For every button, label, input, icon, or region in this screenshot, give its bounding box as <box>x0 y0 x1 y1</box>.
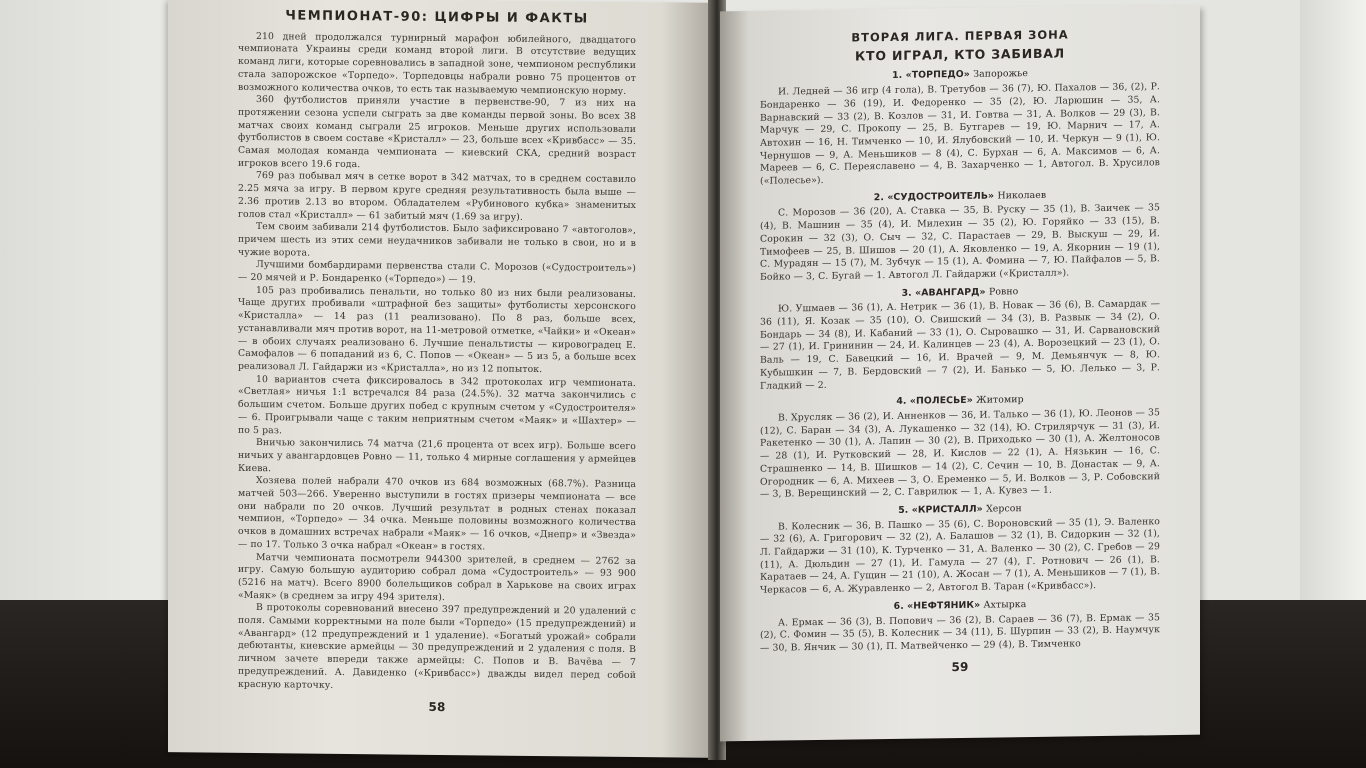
paragraph: 10 вариантов счета фиксировалось в 342 протоколах игр чемпионата. «Светлая» ничья 1:1 встречался 84 раза (24.5%). 32 матча закончились с большим счетом. Больше других побед с крупным счетом у «Судостроителя» — 6. Проигрывали чаще с таким неприятным счетом «Маяк» и «Шахтер» — по 5 раз. <box>238 373 636 436</box>
team-city: Ахтырка <box>983 598 1027 611</box>
team-name: 6. «НЕФТЯНИК» <box>893 599 981 612</box>
page-heading: ЧЕМПИОНАТ-90: ЦИФРЫ И ФАКТЫ <box>285 8 589 27</box>
team-name: 5. «КРИСТАЛЛ» <box>898 503 983 516</box>
team-roster: Ю. Ушмаев — 36 (1), А. Нетрик — 36 (1), В. Новак — 36 (6), В. Самардак — 36 (11), Я. Козак — 35 (10), О. Свишский — 34 (3), В. Развык — 34 (2), О. Бондарь — 34 (8), И. Кабаний — 33 (1), О. Сыровашко — 31, И. Сарвановский — 27 (1), И. Грининин — 24, И. Калинцев — 23 (4), А. Ворозецкий — 23 (1), О. Валь — 19, С. Бавецкий — 16, И. Врачей — 9, М. Демьянчук — 8, Ю. Кубышкин — 7, В. Бердовский — 7 (2), И. Банько — 5, Ю. Лелько — 3, Р. Гладкий — 2. <box>760 298 1160 392</box>
team-city: Запорожье <box>973 68 1028 81</box>
team-city: Николаев <box>997 189 1047 202</box>
team-city: Херсон <box>986 503 1022 515</box>
team-name: 1. «ТОРПЕДО» <box>892 69 970 82</box>
right-page <box>720 5 1200 742</box>
team-roster: В. Колесник — 36, В. Пашко — 35 (6), С. Вороновский — 35 (1), Э. Валенко — 32 (6), А. Григорович — 32 (2), А. Балашов — 32 (1), В. Сидоркин — 32 (1), Л. Гайдаржи — 31 (10), К. Турченко — 31, А. Валенко — 30 (2), С. Гребов — 29 (11), А. Дюльдин — 27 (1), И. Гамула — 27 (4), Г. Ротнович — 26 (1), В. Каратаев — 24, А. Гущин — 21 (10), А. Жосан — 7 (1), А. Меньшиков — 7 (1), В. Черкасов — 6, А. Журавленко — 2, Автогол В. Таран («Кривбасс»). <box>760 515 1160 596</box>
page-number: 59 <box>951 659 969 674</box>
background-page <box>1300 0 1366 600</box>
paragraph: 769 раз побывал мяч в сетке ворот в 342 матчах, то в среднем составило 2.25 мяча за игру. В первом круге средняя результативность была выше — 2.36 против 2.13 во втором. Обладателем «Рубинового кубка» знаменитых голов стал «Кристалл» — 61 забитый мяч (1.69 за игру). <box>238 170 636 223</box>
paragraph: 105 раз пробивались пенальти, но только 80 из них были реализованы. Чаще других пробивали «штрафной без защиты» футболисты херсонского «Кристалла» — 14 раз (11 реализовано). По 8 раз, больше всех, устанавливали мяч против ворот, на 11-метровой отметке, «Чайки» и «Океан» — в обоих случаях реализовано 6. Лучшие пенальтисты — кировоградец Е. Самофалов — 6 попаданий из 6, С. Попов — «Океан» — 5 из 5, а больше всех реализовал Л. Гайдаржи из «Кристалла», но из 12 попыток. <box>238 284 636 376</box>
paragraph: 360 футболистов приняли участие в первенстве-90, 7 из них на протяжении сезона успели сыграть за две команды первой зоны. Во всех 38 матчах своих команд сыграли 25 игроков. Меньше других использовали футболистов в своем составе «Кристалл» — 23, больше всех «Кривбасс» — 35. Самая молодая команда чемпионата — киевский СКА, средний возраст игроков всего 19.6 года. <box>238 94 636 170</box>
team-roster: В. Хрусляк — 36 (2), И. Анненков — 36, И. Талько — 36 (1), Ю. Леонов — 35 (12), С. Баран — 34 (3), А. Лукашенко — 32 (14), Ю. Стрилярчук — 31 (3), И. Ракетенко — 30 (1), А. Лапин — 30 (2), В. Приходько — 30 (1), А. Желтоносов — 28 (1), И. Рутковский — 28, И. Кислов — 22 (1), А. Нязькин — 16, С. Страшненко — 14, В. Шишков — 14 (2), С. Сечин — 10, В. Донастак — 9, А. Огородник — 6, А. Михеев — 3, О. Еременко — 5, И. Волков — 3, Р. Собовский — 3, В. Верещинский — 2, С. Гаврилюк — 1, А. Кувез — 1. <box>760 407 1160 500</box>
team-city: Житомир <box>976 394 1024 407</box>
right-page-content <box>760 27 1160 676</box>
paragraph: Вничью закончились 74 матча (21,6 процента от всех игр). Больше всего ничьих у авангардовцев Ровно — 11, только 4 мирные соглашения у армейцев Киева. <box>238 437 636 474</box>
team-city: Ровно <box>988 285 1019 298</box>
team-name: 4. «ПОЛЕСЬЕ» <box>896 395 973 408</box>
left-page <box>168 0 716 758</box>
team-roster: А. Ермак — 36 (3), В. Попович — 36 (2), В. Сараев — 36 (7), В. Ермак — 35 (2), С. Фомин — 35 (5), В. Колесник — 34 (11), Б. Шурпин — 33 (2), В. Наумчук — 30, В. Янчик — 30 (1), П. Матвейченко — 29 (4), В. Тимченко <box>760 611 1160 654</box>
running-head: ВТОРАЯ ЛИГА. ПЕРВАЯ ЗОНА <box>851 27 1069 45</box>
paragraph: Лучшими бомбардирами первенства стали С. Морозов («Судостроитель») — 20 мячей и Р. Бондаренко («Торпедо») — 19. <box>238 259 636 286</box>
page-number: 58 <box>428 700 446 715</box>
team-name: 3. «АВАНГАРД» <box>901 286 986 299</box>
section-title: КТО ИГРАЛ, КТО ЗАБИВАЛ <box>855 45 1065 64</box>
left-page-content <box>238 10 636 716</box>
paragraph: 210 дней продолжался турнирный марафон юбилейного, двадцатого чемпионата Украины среди команд второй лиги. В отсутствие ведущих команд лиги, которые соревновались в западной зоне, чемпионом республики стала запорожское «Торпедо». Торпедовцы набрали ровно 75 процентов от возможного количества очков, то есть так называемую чемпионскую норму. <box>238 30 636 97</box>
team-roster: С. Морозов — 36 (20), А. Ставка — 35, В. Руску — 35 (1), В. Заичек — 35 (4), В. Машнин — 35 (4), И. Милехин — 35 (2), Ю. Горяйко — 33 (15), В. Сорокин — 32 (3), О. Сыч — 32, С. Парастаев — 29, В. Выскуш — 29, И. Тимофеев — 25, В. Шишов — 20 (1), А. Яковленко — 19, А. Якорнин — 19 (1), С. Мурадян — 15 (7), М. Зубчук — 15 (1), А. Фомина — 7, Ю. Пайфалов — 5, В. Бойко — 3, С. Бугай — 1. Автогол Л. Гайдаржи («Кристалл»). <box>760 202 1160 283</box>
open-book <box>160 0 1210 768</box>
team-name: 2. «СУДОСТРОИТЕЛЬ» <box>873 190 995 203</box>
paragraph: Матчи чемпионата посмотрели 944300 зрителей, в среднем — 2762 за игру. Самую большую аудиторию собрал дома «Судостроитель» — 93 900 (5216 на матч). Всего 8900 болельщиков собрал в Харькове на своих играх «Маяк» (в среднем за игру 494 зрителя). <box>238 551 636 603</box>
paragraph: Хозяева полей набрали 470 очков из 684 возможных (68.7%). Разница матчей 503—266. Уверенно выступили в гостях призеры чемпионата — все они набрали по 20 очков. Лучший результат в родных стенах показал чемпион, «Торпедо» — 34 очка. Меньше половины возможного количества очков в домашних встречах набрали «Маяк» — 16 очков, «Днепр» и «Звезда» — по 17. Только 3 очка набрал «Океан» в гостях. <box>238 475 636 553</box>
paragraph: В протоколы соревнований внесено 397 предупреждений и 20 удалений с поля. Самыми корректными на поле были «Торпедо» (15 предупреждений) и «Авангард» (12 предупреждений и 1 удаление). «Богатый урожай» собрали дебютанты, киевские армейцы — 30 предупреждений и 2 удаления с поля. В личном зачете впереди также армейцы: С. Попов и В. Вачёва — 7 предупреждений. А. Давиденко («Кривбасс») дважды видел перед собой красную карточку. <box>238 602 636 691</box>
paragraph: Тем своим забивали 214 футболистов. Было зафиксировано 7 «автоголов», причем шесть из этих семи неудачников забивали не только в свои, но и в чужие ворота. <box>238 221 636 259</box>
team-roster: И. Ледней — 36 игр (4 гола), В. Третубов — 36 (7), Ю. Пахалов — 36, (2), Р. Бондаренко — 36 (19), И. Федоренко — 35 (2), Ю. Ларюшин — 35, А. Варнавский — 33 (2), В. Козлов — 31, И. Говтва — 31, А. Волков — 29 (3), В. Марчук — 29, С. Прокопу — 25, В. Бутгарев — 19, Ю. Марнич — 17, А. Автохин — 16, Н. Тимченко — 10, И. Ялубовский — 10, И. Черкун — 9 (1), Ю. Чернушов — 9, А. Меньшиков — 8 (4), С. Бурхан — 6, А. Максимов — 6, А. Мареев — 6, С. Переяславено — 4, В. Захарченко — 1, Автогол. В. Хрусилов («Полесье»). <box>760 81 1160 187</box>
